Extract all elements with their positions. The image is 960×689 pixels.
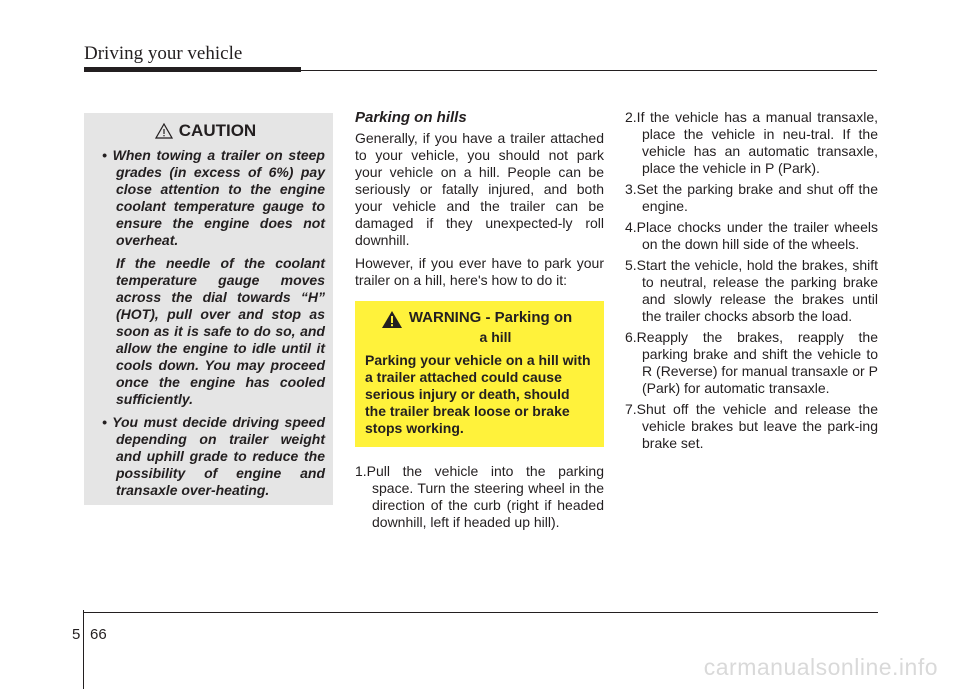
step-item: 3.Set the parking brake and shut off the engine. (625, 181, 878, 214)
warning-box (355, 301, 604, 447)
warning-title: WARNING - Parking on (408, 309, 573, 326)
step-item: 7.Shut off the vehicle and release the vehicle brakes but leave the park-ing brake set. (625, 401, 878, 451)
step-item: 2.If the vehicle has a manual transaxle, place the vehicle in neu-tral. If the vehicle has an automatic transaxle, place the vehicle in P (Park). (625, 109, 878, 176)
paragraph: However, if you ever have to park your trailer on a hill, here's how to do it: (355, 255, 604, 288)
header-rule-thin (301, 70, 877, 71)
page-header-title: Driving your vehicle (84, 43, 243, 64)
caution-header (86, 121, 325, 141)
right-column (625, 109, 878, 456)
step-item: 5.Start the vehicle, hold the brakes, shift to neutral, release the parking brake and slowly release the brakes until the trailer chocks absorb the load. (625, 257, 878, 324)
step-item: 6.Reapply the brakes, reapply the parking brake and shift the vehicle to R (Reverse) for manual transaxle or P (Park) for automatic transaxle. (625, 329, 878, 396)
step-item: 4.Place chocks under the trailer wheels on the down hill side of the wheels. (625, 219, 878, 252)
caution-box (84, 113, 333, 505)
middle-column (355, 109, 604, 535)
warning-body: Parking your vehicle on a hill with a trailer attached could cause serious injury or death, should the trailer break loose or brake stops working. (365, 352, 591, 436)
warning-subtitle: a hill (479, 329, 512, 345)
caution-item: • When towing a trailer on steep grades (in excess of 6%) pay close attention to the engine coolant temperature gauge to ensure the engine does not overheat. (102, 147, 325, 248)
caution-item: If the needle of the coolant temperature gauge moves across the dial towards “H” (HOT), pull over and stop as soon as it is safe to do so, and allow the engine to idle until it cools down. You may proceed once the engine has cooled sufficiently. (116, 255, 325, 407)
chapter-number: 5 (72, 626, 81, 643)
header-rule-thick (84, 67, 301, 72)
warning-triangle-icon (381, 310, 403, 329)
caution-item: • You must decide driving speed depending on trailer weight and uphill grade to reduce the possibility of engine and transaxle over-heating. (102, 414, 325, 498)
caution-item-text: When towing a trailer on steep grades (in excess of 6%) pay close attention to the engine coolant temperature gauge to ensure the engine does not overheat. (112, 147, 325, 248)
section-title: Parking on hills (355, 109, 467, 126)
caution-title: CAUTION (178, 121, 257, 140)
watermark: carmanualsonline.info (703, 654, 938, 680)
footer-margin-line (83, 610, 84, 689)
step-item: 1.Pull the vehicle into the parking space. Turn the steering wheel in the direction of the curb (right if headed downhill, left if headed up hill). (355, 463, 604, 530)
paragraph: Generally, if you have a trailer attached to your vehicle, you should not park your vehicle on a hill. People can be seriously or fatally injured, and both your vehicle and the trailer can be damaged if they unexpected-ly roll downhill. (355, 130, 604, 248)
footer-rule (83, 612, 878, 613)
caution-triangle-icon (155, 123, 173, 139)
caution-item-text: You must decide driving speed depending on trailer weight and uphill grade to reduce the possibility of engine and transaxle over-heating. (112, 414, 325, 498)
page-number: 66 (90, 626, 107, 643)
warning-header (359, 309, 594, 329)
